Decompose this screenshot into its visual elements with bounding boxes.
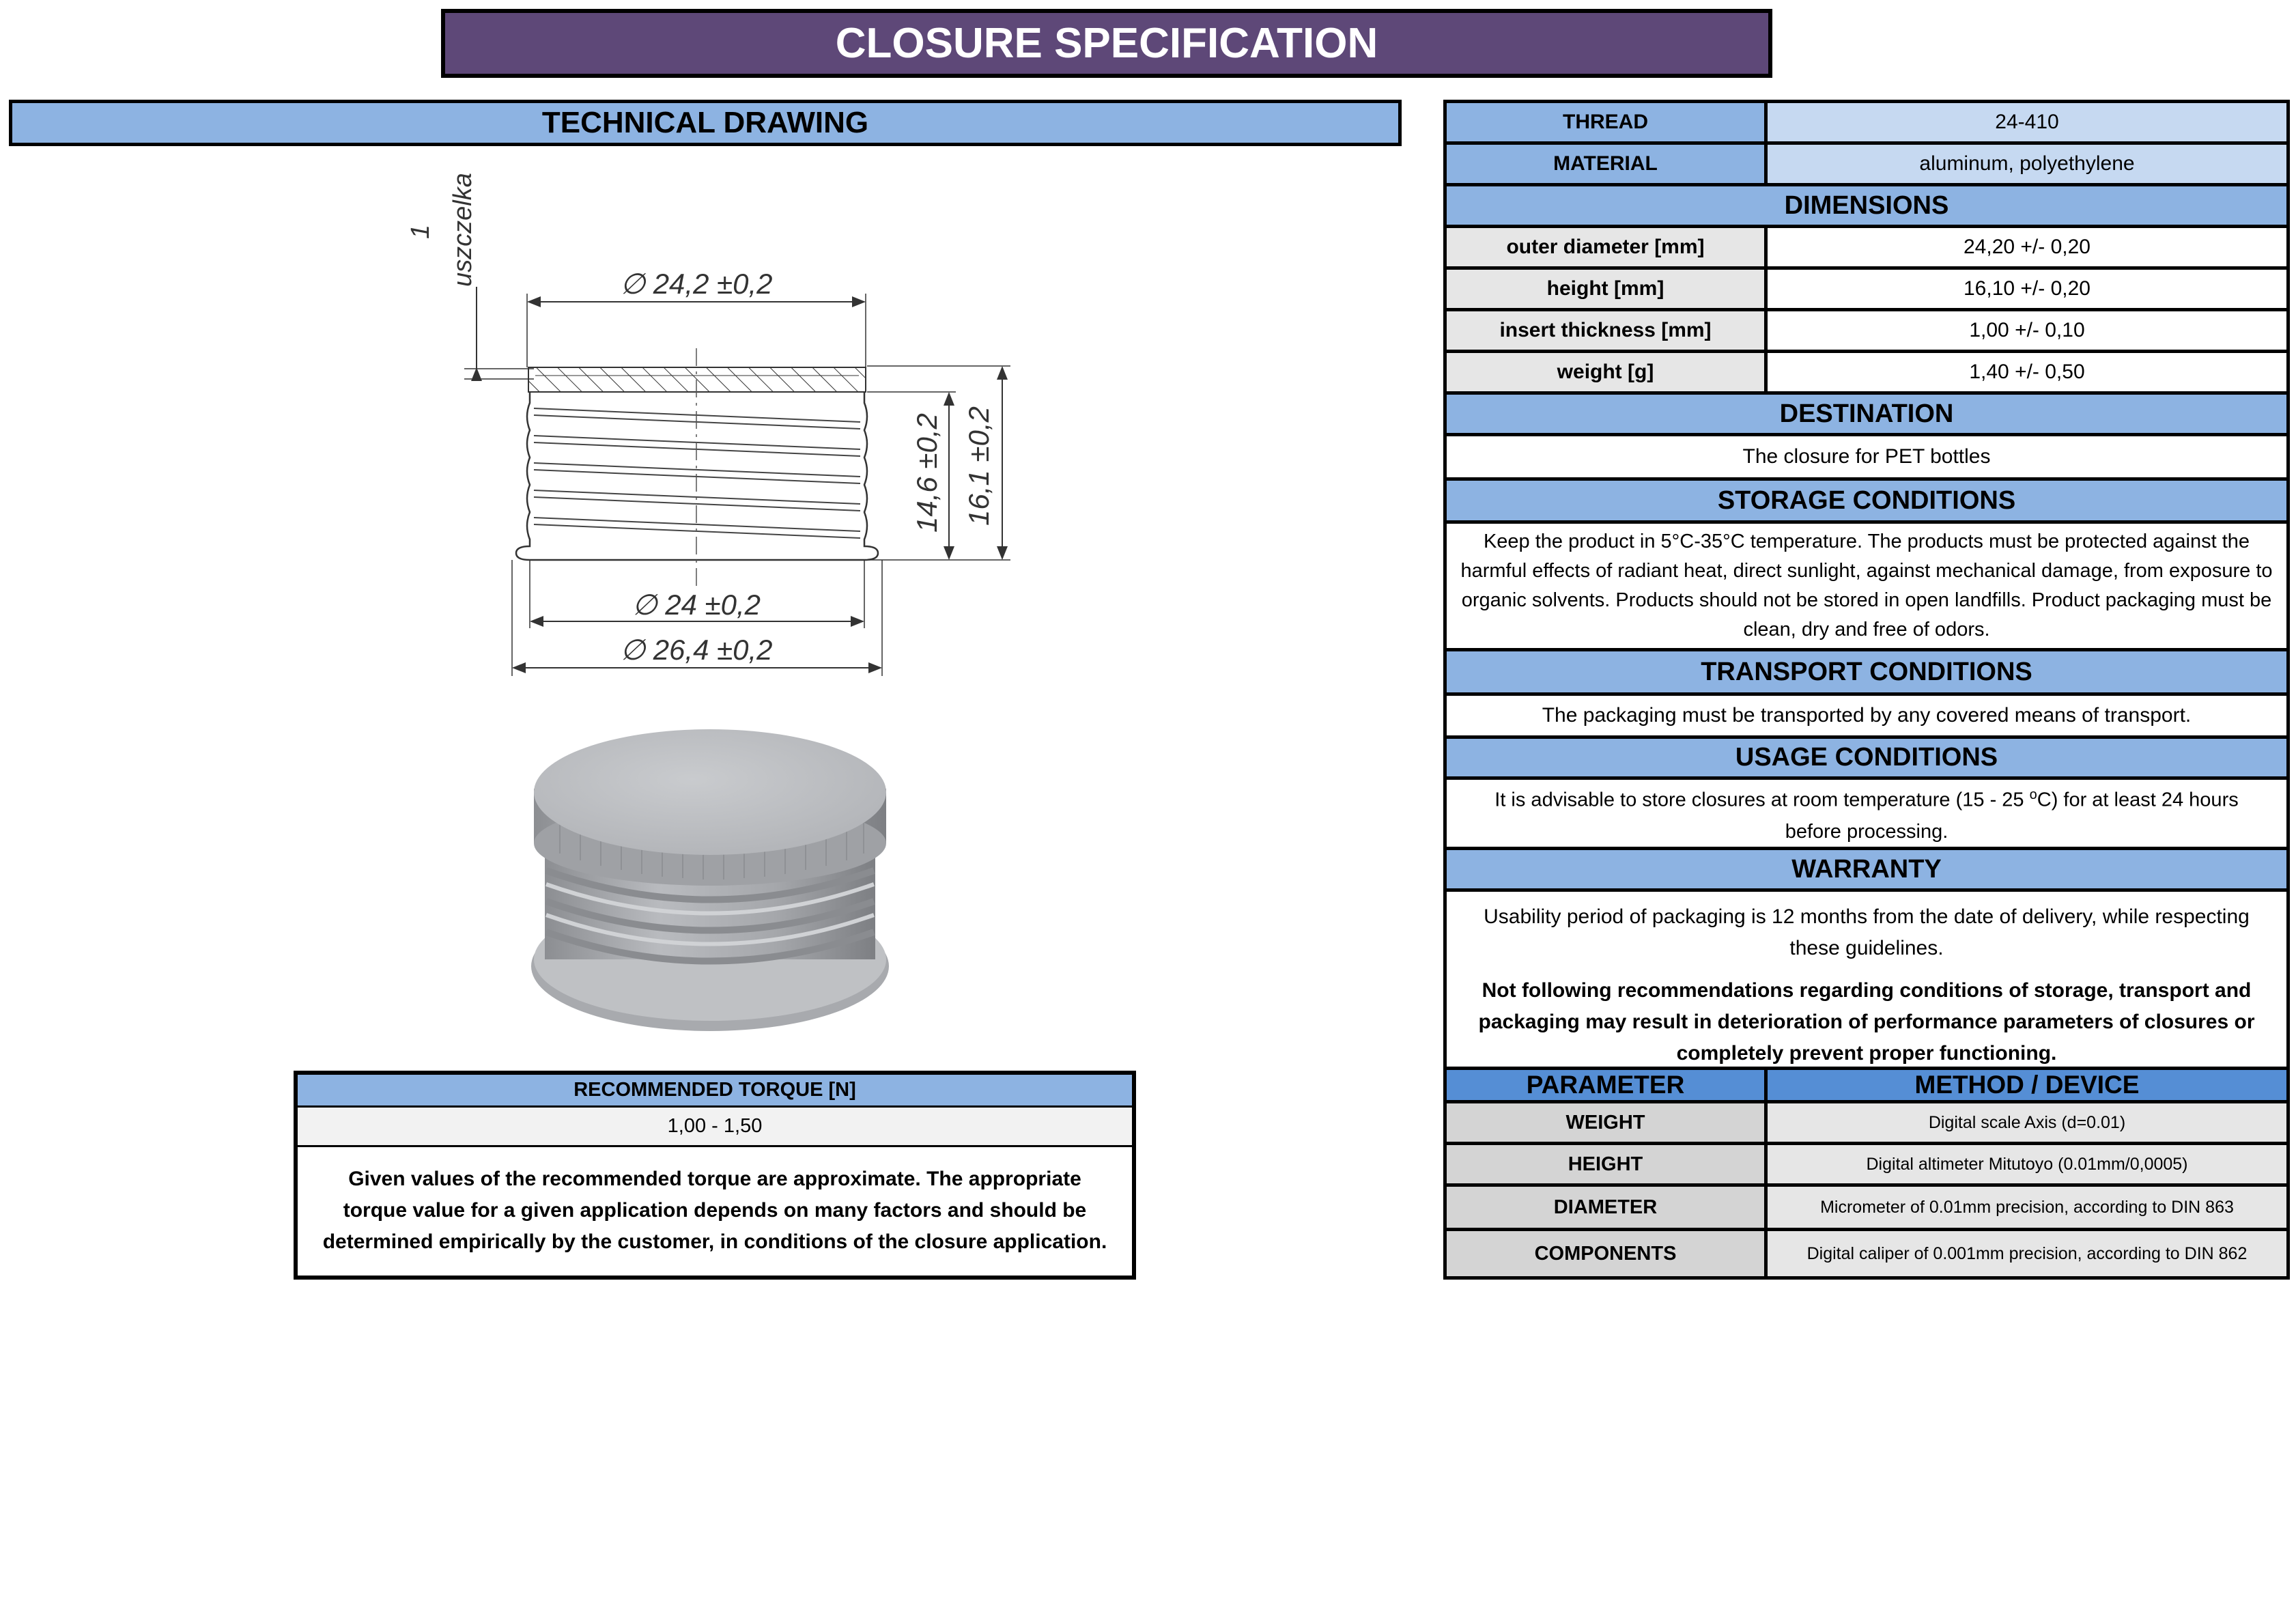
dim-top-diameter: ∅ 24,2 ±0,2 <box>620 268 773 300</box>
usage-header: USAGE CONDITIONS <box>1447 739 2286 776</box>
technical-drawing <box>382 150 1065 696</box>
material-label: MATERIAL <box>1447 145 1768 183</box>
method-device: Digital caliper of 0.001mm precision, according to DIN 862 <box>1768 1231 2286 1276</box>
closure-render-image <box>519 724 901 1038</box>
method-parameter: COMPONENTS <box>1447 1231 1768 1276</box>
parameter-header: PARAMETER <box>1447 1070 1768 1100</box>
recommended-torque-box <box>294 1071 1136 1280</box>
torque-note: Given values of the recommended torque are approximate. The appropriate torque value for a given application depends on many factors and should be determined empirically by the customer, in conditions of the closure application. <box>322 1168 1107 1253</box>
method-device: Digital altimeter Mitutoyo (0.01mm/0,0005) <box>1768 1145 2286 1183</box>
method-device: Digital scale Axis (d=0.01) <box>1768 1103 2286 1142</box>
warranty-header: WARRANTY <box>1447 850 2286 888</box>
method-parameter: WEIGHT <box>1447 1103 1768 1142</box>
transport-header: TRANSPORT CONDITIONS <box>1447 651 2286 692</box>
technical-drawing-header: TECHNICAL DRAWING <box>9 100 1402 146</box>
method-row <box>1447 1231 2286 1276</box>
storage-header: STORAGE CONDITIONS <box>1447 481 2286 520</box>
dimension-value: 24,20 +/- 0,20 <box>1768 228 2286 266</box>
method-device: Micrometer of 0.01mm precision, according to DIN 863 <box>1768 1187 2286 1228</box>
warranty-block <box>1447 892 2286 1067</box>
dimension-label: outer diameter [mm] <box>1447 228 1768 266</box>
method-parameter: HEIGHT <box>1447 1145 1768 1183</box>
transport-text: The packaging must be transported by any covered means of transport. <box>1447 696 2286 735</box>
method-row <box>1447 1103 2286 1142</box>
dimension-row <box>1447 311 2286 350</box>
dim-inner-diameter: ∅ 24 ±0,2 <box>632 589 761 621</box>
dim-outer-diameter: ∅ 26,4 ±0,2 <box>620 634 773 666</box>
dimension-value: 16,10 +/- 0,20 <box>1768 270 2286 308</box>
thread-value: 24-410 <box>1768 103 2286 141</box>
destination-text: The closure for PET bottles <box>1447 436 2286 477</box>
dimension-row <box>1447 270 2286 308</box>
warranty-warning: Not following recommendations regarding conditions of storage, transport and packaging may result in deterioration of performance parameters of closures or completely prevent proper functioning. <box>1478 979 2255 1065</box>
usage-degree: o <box>2029 787 2037 803</box>
dimension-label: height [mm] <box>1447 270 1768 308</box>
method-header: METHOD / DEVICE <box>1768 1070 2286 1100</box>
dimension-row <box>1447 353 2286 391</box>
usage-text-before: It is advisable to store closures at room temperature (15 - 25 <box>1494 789 2030 811</box>
torque-header: RECOMMENDED TORQUE [N] <box>298 1075 1132 1108</box>
gasket-label: uszczelka <box>449 173 477 287</box>
destination-header: DESTINATION <box>1447 395 2286 433</box>
warranty-text: Usability period of packaging is 12 months from the date of delivery, while respecting these guidelines. <box>1484 905 2250 959</box>
dimension-value: 1,40 +/- 0,50 <box>1768 353 2286 391</box>
torque-value: 1,00 - 1,50 <box>298 1108 1132 1147</box>
method-row <box>1447 1145 2286 1183</box>
specification-table <box>1443 100 2290 1280</box>
dimensions-header: DIMENSIONS <box>1447 186 2286 225</box>
method-row <box>1447 1187 2286 1228</box>
storage-text: Keep the product in 5°C-35°C temperature. The products must be protected against the harmful effects of radiant heat, direct sunlight, against mechanical damage, from exposure to organic solvents. Products should not be stored in open landfills. Product packaging must be clean, dry and free of odors. <box>1447 524 2286 648</box>
dimension-row <box>1447 228 2286 266</box>
dim-total-height: 16,1 ±0,2 <box>963 406 995 526</box>
thread-label: THREAD <box>1447 103 1768 141</box>
usage-text <box>1447 780 2286 847</box>
dimension-label: insert thickness [mm] <box>1447 311 1768 350</box>
gasket-count-label: 1 <box>406 224 435 239</box>
dimension-label: weight [g] <box>1447 353 1768 391</box>
usage-text-after: C) for at least 24 hours before processing. <box>1785 789 2239 843</box>
page-title: CLOSURE SPECIFICATION <box>441 9 1772 78</box>
dim-thread-height: 14,6 ±0,2 <box>911 413 943 533</box>
method-parameter: DIAMETER <box>1447 1187 1768 1228</box>
dimension-value: 1,00 +/- 0,10 <box>1768 311 2286 350</box>
material-value: aluminum, polyethylene <box>1768 145 2286 183</box>
